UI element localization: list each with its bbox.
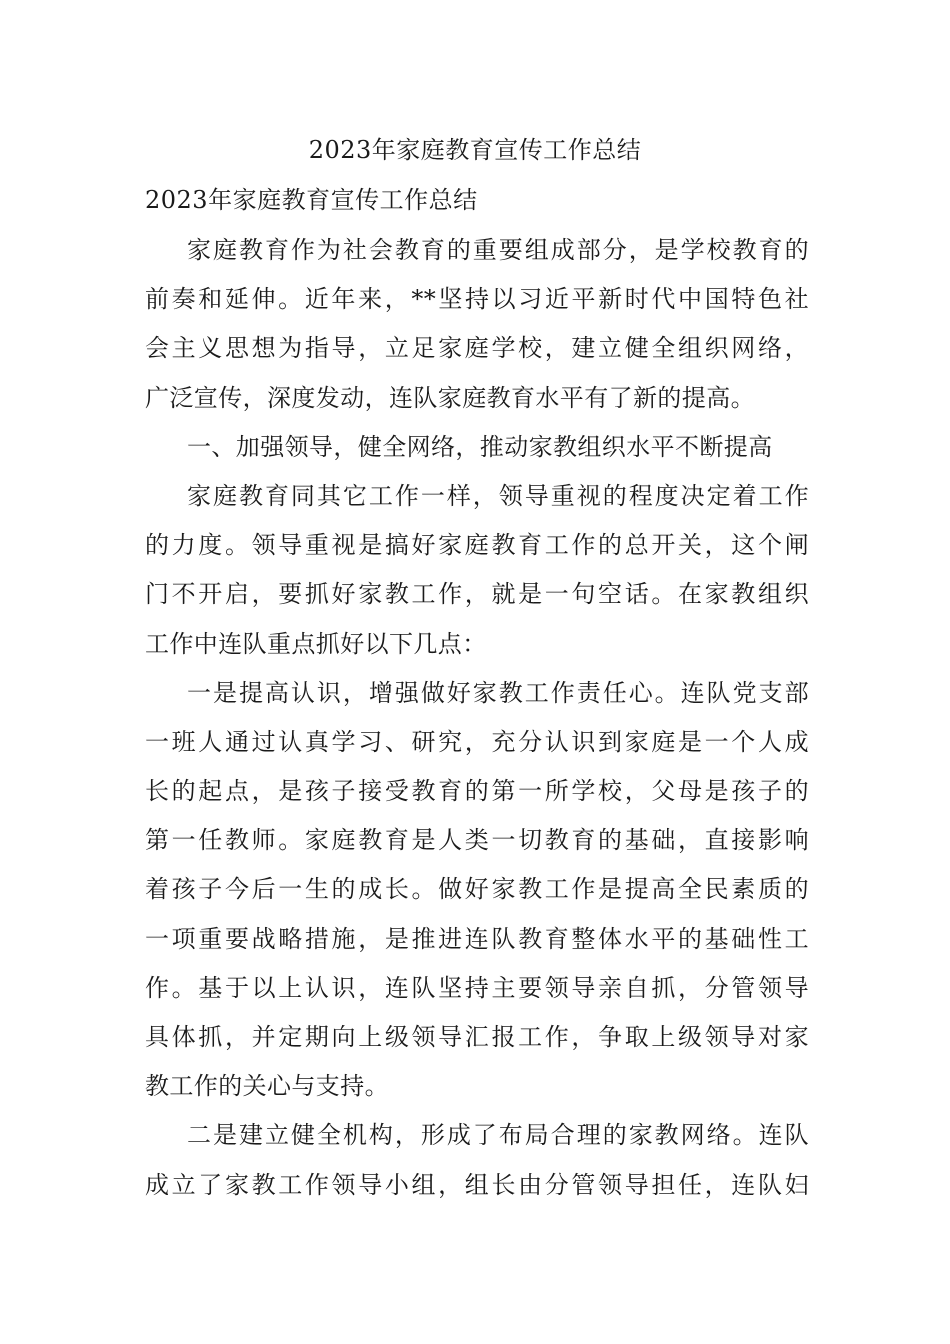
text-line: 着孩子今后一生的成长。做好家教工作是提高全民素质的 (145, 875, 809, 904)
text-line: 会主义思想为指导，立足家庭学校，建立健全组织网络， (145, 334, 809, 363)
text-line: 一、加强领导，健全网络，推动家教组织水平不断提高 (187, 432, 773, 461)
text-line: 一是提高认识，增强做好家教工作责任心。连队党支部 (187, 678, 809, 707)
text-line: 家庭教育作为社会教育的重要组成部分，是学校教育的 (187, 236, 809, 264)
text-line: 教工作的关心与支持。 (145, 1072, 389, 1101)
text-line: 广泛宣传，深度发动，连队家庭教育水平有了新的提高。 (145, 383, 755, 412)
document-title: 2023年家庭教育宣传工作总结 (308, 136, 642, 164)
text-line: 成立了家教工作领导小组，组长由分管领导担任，连队妇 (145, 1170, 809, 1199)
text-line: 前奏和延伸。近年来，**坚持以习近平新时代中国特色社 (145, 285, 809, 314)
text-line: 工作中连队重点抓好以下几点： (145, 629, 487, 658)
text-line: 一项重要战略措施，是推进连队教育整体水平的基础性工 (145, 924, 809, 953)
document-body (145, 226, 809, 1210)
document-subtitle: 2023年家庭教育宣传工作总结 (145, 186, 478, 214)
text-line: 的力度。领导重视是搞好家庭教育工作的总开关，这个闸 (145, 531, 809, 560)
text-line: 家庭教育同其它工作一样，领导重视的程度决定着工作 (187, 481, 809, 510)
text-line: 具体抓，并定期向上级领导汇报工作，争取上级领导对家 (145, 1023, 809, 1051)
text-line: 一班人通过认真学习、研究，充分认识到家庭是一个人成 (145, 727, 809, 756)
text-line: 第一任教师。家庭教育是人类一切教育的基础，直接影响 (145, 826, 809, 855)
text-line: 长的起点，是孩子接受教育的第一所学校，父母是孩子的 (145, 777, 809, 806)
text-line: 门不开启，要抓好家教工作，就是一句空话。在家教组织 (145, 580, 809, 609)
text-line: 二是建立健全机构，形成了布局合理的家教网络。连队 (187, 1121, 809, 1150)
text-line: 作。基于以上认识，连队坚持主要领导亲自抓，分管领导 (145, 973, 809, 1002)
